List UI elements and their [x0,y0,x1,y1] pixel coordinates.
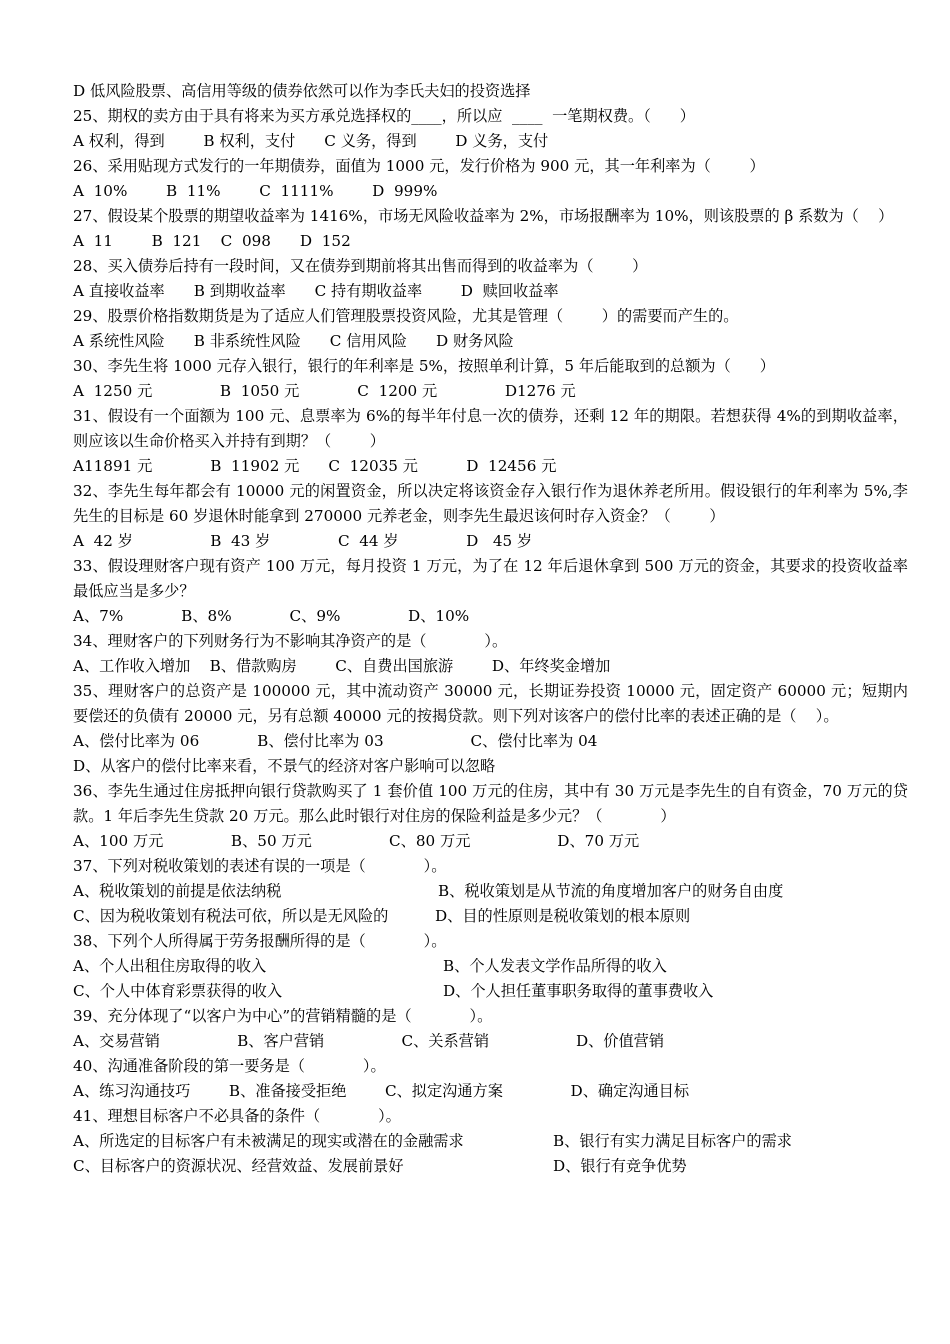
question-32: 32、李先生每年都会有 10000 元的闲置资金，所以决定将该资金存入银行作为退休养老所用。假设银行的年利率为 5%,李先生的目标是 60 岁退休时能拿到 270000 元养老金，则李先生最迟该何时存入资金？（ ） [73,482,908,525]
question-38 [73,929,908,954]
question-30: 30、李先生将 1000 元存入银行，银行的年利率是 5%，按照单利计算，5 年后能取到的总额为（ ） [73,357,775,375]
option-b: B、个人发表文学作品所得的收入 [443,957,667,975]
options-38-ab [73,954,908,979]
options-26: A 10% B 11% C 1111% D 999% [73,182,438,200]
question-33: 33、假设理财客户现有资产 100 万元，每月投资 1 万元，为了在 12 年后退休拿到 500 万元的资金，其要求的投资收益率最低应当是多少？ [73,557,908,600]
options-36: A、100 万元 B、50 万元 C、80 万元 D、70 万元 [73,832,640,850]
option-b: B、税收策划是从节流的角度增加客户的财务自由度 [438,882,784,900]
option-a: A、税收策划的前提是依法纳税 [73,882,282,900]
option-d: D、个人担任董事职务取得的董事费收入 [443,982,714,1000]
question-28: 28、买入债券后持有一段时间，又在债券到期前将其出售而得到的收益率为（ ） [73,257,648,275]
options-30: A 1250 元 B 1050 元 C 1200 元 D1276 元 [73,382,576,400]
options-37-ab [73,879,908,904]
options-28: A 直接收益率 B 到期收益率 C 持有期收益率 D 赎回收益率 [73,282,559,300]
text-line: D 低风险股票、高信用等级的债券依然可以作为李氏夫妇的投资选择 [73,82,531,100]
options-35-abc: A、偿付比率为 06 B、偿付比率为 03 C、偿付比率为 04 [73,732,598,750]
question-36: 36、李先生通过住房抵押向银行贷款购买了 1 套价值 100 万元的住房，其中有 30 万元是李先生的自有资金，70 万元的贷款。1 年后李先生贷款 20 万元。那么此时银行对住房的保险利益是多少元？（ ） [73,782,908,825]
options-text: A、练习沟通技巧 B、准备接受拒绝 C、拟定沟通方案 D、确定沟通目标 [73,1082,690,1100]
options-text: A、交易营销 B、客户营销 C、关系营销 D、价值营销 [73,1032,665,1050]
options-31: A11891 元 B 11902 元 C 12035 元 D 12456 元 [73,457,557,475]
option-a: A、所选定的目标客户有未被满足的现实或潜在的金融需求 [73,1132,464,1150]
option-c: C、目标客户的资源状况、经营效益、发展前景好 [73,1157,404,1175]
options-39 [73,1029,908,1054]
options-29: A 系统性风险 B 非系统性风险 C 信用风险 D 财务风险 [73,332,514,350]
options-38-cd [73,979,908,1004]
question-text: 40、沟通准备阶段的第一要务是（ ）。 [73,1057,386,1075]
question-34: 34、理财客户的下列财务行为不影响其净资产的是（ ）。 [73,632,508,650]
option-c: C、个人中体育彩票获得的收入 [73,982,283,1000]
options-34: A、工作收入增加 B、借款购房 C、自费出国旅游 D、年终奖金增加 [73,657,611,675]
question-39 [73,1004,908,1029]
question-31: 31、假设有一个面额为 100 元、息票率为 6%的每半年付息一次的债券，还剩 12 年的期限。若想获得 4%的到期收益率，则应该以生命价格买入并持有到期？（ ） [73,407,908,450]
question-26: 26、采用贴现方式发行的一年期债券，面值为 1000 元，发行价格为 900 元，其一年利率为（ ） [73,157,765,175]
question-29: 29、股票价格指数期货是为了适应人们管理股票投资风险，尤其是管理（ ）的需要而产生的。 [73,307,739,325]
question-text: 38、下列个人所得属于劳务报酬所得的是（ ）。 [73,932,447,950]
options-41-ab [73,1129,908,1154]
option-a: A、个人出租住房取得的收入 [73,957,267,975]
option-b: B、银行有实力满足目标客户的需求 [553,1132,792,1150]
question-40 [73,1054,908,1079]
options-32: A 42 岁 B 43 岁 C 44 岁 D 45 岁 [73,532,533,550]
document-body [73,79,908,1179]
question-35: 35、理财客户的总资产是 100000 元，其中流动资产 30000 元，长期证券投资 10000 元，固定资产 60000 元；短期内要偿还的负债有 20000 元，另有总额 40000 元的按揭贷款。则下列对该客户的偿付比率的表述正确的是（ ）。 [73,682,908,725]
question-text: 37、下列对税收策划的表述有误的一项是（ ）。 [73,857,447,875]
question-27: 27、假设某个股票的期望收益率为 1416%，市场无风险收益率为 2%，市场报酬率为 10%，则该股票的 β 系数为（ ） [73,207,894,225]
question-text: 39、充分体现了“以客户为中心”的营销精髓的是（ ）。 [73,1007,493,1025]
option-c: C、因为税收策划有税法可依，所以是无风险的 [73,907,389,925]
question-25: 25、期权的卖方由于具有将来为买方承兑选择权的____，所以应 ____ 一笔期权费。（ ） [73,107,695,125]
option-d: D、目的性原则是税收策划的根本原则 [435,907,691,925]
options-35-d: D、从客户的偿付比率来看，不景气的经济对客户影响可以忽略 [73,757,496,775]
options-25: A 权利，得到 B 权利，支付 C 义务，得到 D 义务，支付 [73,132,549,150]
options-40 [73,1079,908,1104]
question-37 [73,854,908,879]
options-33: A、7% B、8% C、9% D、10% [73,607,470,625]
options-41-cd [73,1154,908,1179]
option-d: D、银行有竞争优势 [553,1157,687,1175]
question-text: 41、理想目标客户不必具备的条件（ ）。 [73,1107,401,1125]
question-41 [73,1104,908,1129]
options-37-cd [73,904,908,929]
options-27: A 11 B 121 C 098 D 152 [73,232,351,250]
